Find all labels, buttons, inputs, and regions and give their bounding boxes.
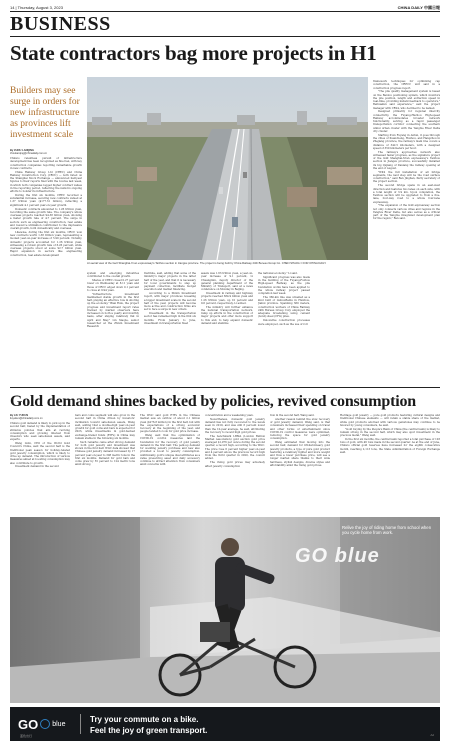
- story1-column-2: [87, 272, 139, 382]
- paragraph: China's relentless pursuit of infrastructure development has been recognized as fine fuel, with key construction companies reporting remarkable growth in new contracts.: [10, 157, 82, 170]
- byline-email: liuyukun@chinadaily.com.cn: [10, 417, 43, 421]
- paragraph: framework techniques for optimizing cap construction, the CRECC unit said in a construction progress report.: [373, 80, 440, 90]
- paragraph: Nevertheless, domestic gold jewelry demand has not fully recovered to the levels seen in 2019, and was still 6 percent lower than the 10-year average, he said, attributing the recovery to recent high gold prices.: [205, 417, 265, 434]
- paragraph: Investment in the transportation sector has remained high in the first six months. From January to June, investment in transportation fixed: [144, 312, 196, 325]
- story2-column-6: [340, 414, 440, 512]
- story1-photo-caption: An aerial view of the Ge0 Shanghai-Xi an expressway's Taizhou section in Jiangsu province. The project is being built by China Railway 24th Bureau Group Co. CHEN SHAOLI / FOR CHINA DAILY: [87, 262, 327, 265]
- paragraph: Another reason behind the slow recovery of gold jewelry demand, Wang said, is that consumers increased their spending on travel and other forms of entertainment since COVID-19 control measures were optimized, reducing the space for gold jewelry consumption.: [270, 417, 330, 441]
- story2-column-3: [140, 414, 200, 512]
- paragraph: The rising gold prices may adversely affect jewelry consumption: [205, 461, 265, 468]
- paragraph: Institute, said, adding that some of the ministry's major projects in the latter half of the year, and that it is necessary for local governments to step up payment collection, facilitate budget execution and market financing.: [144, 272, 196, 292]
- paragraph: Significant progress was also made in the building of the Fuyang-Fuzhou High-speed Railway, as the pile foundation works have been applied to the whole railway project passed completion last week.: [258, 275, 310, 296]
- paragraph: "Gold buying by the People's Bank of China (the central bank) is likely to remain strong in the second half, which may also spur investment in the precious metal," Wang said.: [340, 427, 440, 438]
- byline-name: By LIU YUKUN: [10, 414, 29, 417]
- story2-column-5: [270, 414, 330, 512]
- masthead-name: CHINA DAILY: [397, 5, 423, 10]
- paragraph: "Infrastructure investment maintained stable growth in the first half, playing an effective role in shoring up the economy," Bian Ruiu, the project progress and investment report rates tracked by market observers have increased on both a yearly and monthly basis, after staying relatively flat in April and May," Lin Xiaojie, senior researcher at the Zhixin Investment Research: [87, 292, 139, 329]
- paragraph: Wang estimated that moving into the second half, demand for lift-hard-heavy gold jewelry products, a type of pure gold product featuring a relatively lighter and more weight and thus a lower purchase price, will see a longer market share thanks to their wide hardness, stylish designs, diverse styles and affordability amid the rising gold prices.: [270, 441, 330, 467]
- paragraph: The WGC said gold ETFs in the Chinese market saw an outflow of about 2.1 billion yuan ($276.8 million) in the first half, but with the expectations of a strong economic recovery at the beginning of the year, and people tended to look for gold price increase.: [140, 414, 200, 434]
- ad-label: Ad: [430, 733, 434, 737]
- paragraph: Starting from Fuyang in Anhui, it goes through the cities of Xuancheng, Huzhou, and Hangzhou in Zhejiang province, the railway's main line covers a distance of 342.5 kilometers, with a designed speed of 350 kilometers per hour.: [373, 133, 440, 150]
- paragraph: bars and coins segment will also grow in the second half in China driven by investors' inclination toward safe-haven assets, Wang said, adding that a double-digit year-on-year growth for gold coins and bars is expected for 2023, while investments in gold-backed exchange-traded funds (ETFs) in China may remain stable in the following six months.: [75, 414, 135, 440]
- story1-column-1: [10, 157, 82, 382]
- paragraph: Such remarks came after strong demand for both gold jewelry and investment was shown in the first half. WGC data showed that Chinese gold jewelry demand increased by 17 percent year-on-year to 308 metric tons in the first six months. Demand for gold bars and coins grew by 55 percent to 124 metric tons amid strong: [75, 440, 135, 467]
- paragraph: assets was 1.63 trillion yuan, a year-on-year increase of 9.1 percent, Li Chuangmin, deputy director of the general planning department of the Ministry of Transport, said at a news conference on Monday in Beijing.: [201, 272, 253, 292]
- expressway-aerial-image: [87, 77, 368, 260]
- masthead-name-cn: 中國日報: [424, 5, 440, 10]
- byline-name: By ZHOU LANQING: [10, 149, 35, 152]
- bike-graphic-text: GO blue: [295, 545, 380, 567]
- commuter-photo: [10, 517, 440, 703]
- paragraph: According to a Zhixin Investment report, with major provinces revealing a bigger investment scale in the second half of the year, projects will become more active and construction firms are set to face a surge in new orders.: [144, 292, 196, 312]
- paragraph: Investment demand in the second: [15, 465, 59, 469]
- paragraph: tion in the second half, Wang said.: [270, 414, 315, 417]
- story2-column-2: [75, 414, 135, 512]
- story1-column-5: [258, 272, 310, 382]
- paragraph: Likewise, during the first six months, CRCC won new contracts worth 1.38 trillion yuan, representing a modest year-on-year increase of 5.99 percent. Notably, domestic projects accounted for 1.26 trillion yuan, witnessing a robust growth rate of 6.26 percent, while overseas projects stood at some 92.7 billion yuan. Rapid expansion in sectors like engineering construction, real estate development: [10, 230, 82, 257]
- paragraph: "The pile quality management system is based on the Beidou positioning system, which monitors the pile position, length and extraction speed in real-time, providing instant feedback to operators," Beihuakun said experience," said the project manager with CR24, who declined to be named.: [373, 90, 440, 110]
- paragraph: the national economy," Li said.: [258, 272, 298, 275]
- ad-line-2: Feel the joy of green transport.: [90, 726, 208, 735]
- paragraph: China's gold demand is likely to pick up in the second half, fueled by the implementation of stimulus policies that aim at reviving consumption and growing interest from investors who seek safe-haven assets, said experts.: [10, 422, 70, 442]
- paragraph: The second bridge spans in an east-west direction and features two lanes on each side, with a total length of 3.9 km. Upon completion, the Taizhou section will be upgraded to from a five-lane, four-way road to a whole four-lane expressway.: [373, 184, 440, 204]
- paragraph: The ministry will further enhance the national transportation network, ramp up efforts in the construction of major projects and offer more support to this end, to help expand domestic demand and stabilize: [201, 305, 253, 325]
- paragraph: Domestic contracts amounted to 1.26 trillion yuan, recording the same growth rate. The company's whole overseas projects reached 94.38 billion yuan, showing a faster growth rate of 4.7 percent. The surge in sectors such as engineering construction, real estate and resource utilization contributed to the impressive overall growth, both domestically and overseas.: [10, 207, 82, 231]
- paragraph: Wang said that the optimization of COVID-19 control measures laid the foundation for the recovery of gold jewelry demand in the first half. The pent-up demand for wedding jewelry purchase and new also provided a boost to jewelry consumption. Additionally, gold's unique dual attributes as a value preserving asset and daily accessory continue to attract attention from consumers amid concerns with: [140, 434, 200, 467]
- paragraph: "With the full installation of all bridge segments, the next step will be the road surface construction," said Ren Jinghan, Party secretary of the project section.: [373, 170, 440, 184]
- go-blue-logo: [18, 713, 70, 735]
- header-rule: [10, 11, 440, 12]
- story-divider: [10, 387, 440, 388]
- paragraph: Innovative construction processes were employed, such as the use of roll: [258, 319, 310, 326]
- story2-byline: [10, 414, 70, 421]
- story2-column-1: [10, 422, 70, 512]
- paragraph: Wang Lixin, CEO of the World Gold Council's China, said the second half is the traditional peak season for holiday-related gold jewelry consumption, which is likely to drive up demand. The introduction of various measures aimed at boosting consumption may also contribute to growth.: [10, 442, 70, 465]
- story1-deck: Builders may see surge in orders for new infrastructure as provinces lift investment scale: [10, 86, 80, 140]
- paragraph: concentration and a weakening yuan.: [205, 414, 254, 417]
- paragraph: Heritage gold jewelry — pure gold products featuring cultural designs and traditional Chinese elements — will retain a stable share of the market, while gold products adorned with various gemstones may continue to be favored by young consumers, he said.: [340, 414, 440, 427]
- paragraph: The railway's approaches network also witnessed faster progress, as the signature project of the G40 Shanghai-Xi'an expressway's Taizhou section in Jiangsu province, successfully installed its big Qujiang of Daxiang the railway opening at the end of August.: [373, 150, 440, 170]
- story1-photo: [87, 77, 368, 260]
- paragraph: During the first six months, CREC recorded a substantial increase, securing new contracts valued at 1.37 trillion yuan ($177.31 billion), reflecting a significant 4.1 percent year-on-year growth.: [10, 193, 82, 207]
- story1-byline: [10, 149, 82, 156]
- story1-column-6: [373, 80, 440, 382]
- bicycle-icon: [40, 719, 50, 729]
- paragraph: "The expansion of the G40 expressway section not only connects various cities and regions in the Yangtze River Delta, but also serves as a critical part of the Yangtze integrated development plan for the region," Ren said.: [373, 204, 440, 221]
- story1-headline: State contractors bag more projects in H1: [10, 41, 377, 65]
- logo-word-go: GO: [18, 716, 39, 732]
- paragraph: In the first six months, the central bank reported a total purchase of 103 tons of gold, with 46 tons made in the second quarter. As at the end of June, China's official gold reserves have increased for the eighth consecutive month, reaching 2,113 tons, the State Administration of Foreign Exchange said.: [340, 437, 440, 454]
- paragraph: system and emerging industries contributed to the overall growth.: [87, 272, 139, 279]
- story2-headline: Gold demand shines backed by policies, revived consumption: [10, 393, 416, 410]
- ad-divider: [80, 714, 81, 734]
- logo-chinese: 蓝色出行: [20, 734, 33, 738]
- story2-column-4: [205, 414, 265, 512]
- section-title: BUSINESS: [10, 13, 111, 35]
- page-date: 14 | Thursday, August 3, 2023: [10, 5, 63, 10]
- ad-line-1: Try your commute on a bike.: [90, 715, 199, 724]
- story1-column-4: [201, 272, 253, 382]
- paragraph: The benchmark LBMA (London Bullion Market Association) gold auction gold price averaged $1,976 per ounce during the second quarter, a record high, according to the WGC. The price rose 6 percent higher year-on-year and 4 percent above the previous record high from the third quarter in 2020, the council added.: [205, 434, 265, 461]
- logo-word-blue: blue: [52, 720, 66, 728]
- ad-banner: [10, 707, 440, 741]
- photo-tagline: Relive the joy of riding home from school when you cycle home from work.: [342, 525, 432, 536]
- paragraph: Designed primarily for regional intercity connectivity, the Fuyang-Huzhou High-speed Railway accommodates broader network functionality, serving as a rapid passenger transportation corridor connecting the southern Anhui urban cluster with the Yangtze River Delta city cluster.: [373, 110, 440, 133]
- paragraph: China Railway Group Ltd (CREC) and China Railway Construction Corp (CRCC) — both listed on the Shanghai Stock Exchange — announced half-year figures to their reports filed with the bourse last week, in which both companies logged higher contract values in the reporting period, reflecting the nation's ongoing efforts to bolster its infrastructure.: [10, 170, 82, 194]
- paragraph: Investment in railway and highway projects reached 384.9 billion yuan and 1.26 trillion yuan, up 10 percent and 9.6 percent, respectively, Li added.: [201, 292, 253, 305]
- story1-column-3: [144, 272, 196, 382]
- paragraph: Shares of CREC closed 0.27 percent lower on Wednesday at 8.11 yuan and those of CRCC edged down 0.1 percent to close at 9.94 yuan.: [87, 279, 139, 292]
- section-rule: [10, 36, 440, 37]
- paragraph: The 360-km line was unveiled as a kind built of Lishui-Baibu in Huizhou, Jiahui province. Spanning 360 meters, construction workers of China Railway 24th Bureau Group Corp employed the adequate broadening using cement (bond) steel (CFG) piles.: [258, 295, 310, 319]
- byline-email: zhoulanqing@chinadaily.com.cn: [10, 152, 48, 156]
